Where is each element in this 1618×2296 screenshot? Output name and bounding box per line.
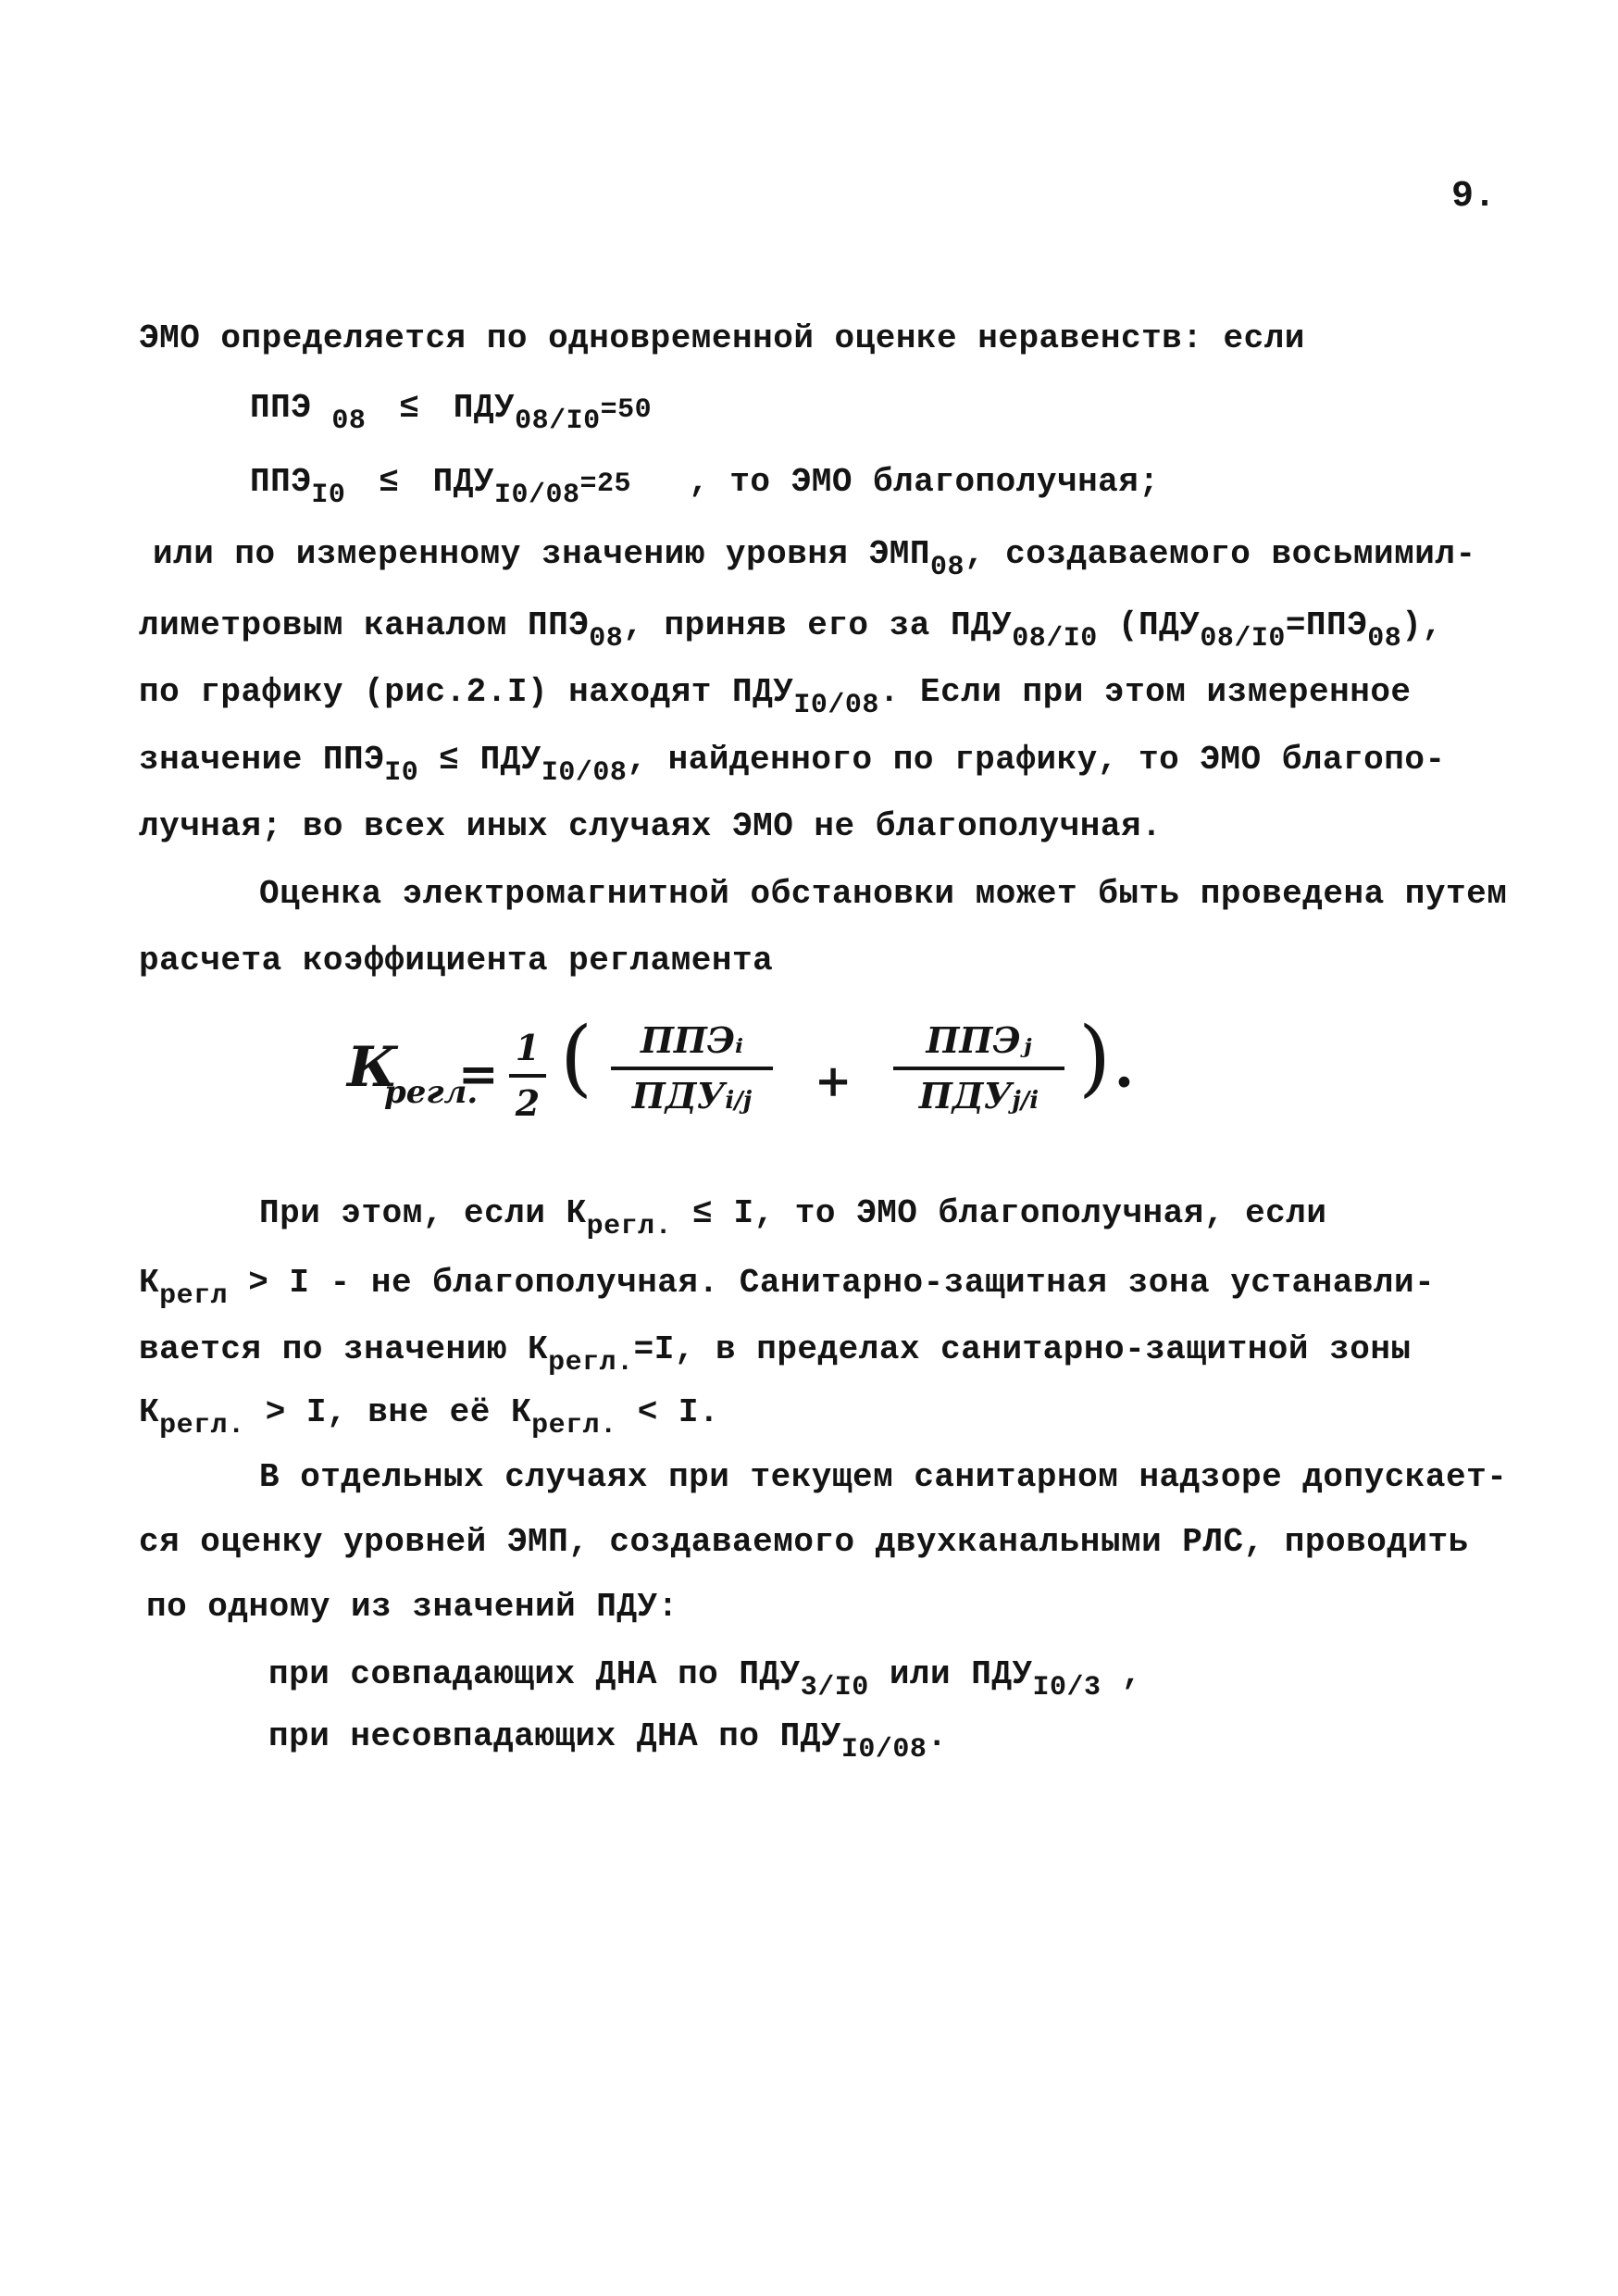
text-line-5-d: =ППЭ <box>1285 606 1368 644</box>
text-line-4 <box>153 535 1476 583</box>
ineq2-tail: , то ЭМО благополучная; <box>689 463 1160 501</box>
text-line-6-a: по графику (рис.2.I) находят ПДУ <box>139 673 794 711</box>
text-line-7-b-sub: I0/08 <box>541 757 628 789</box>
formula-close-paren: ). <box>1078 1009 1138 1106</box>
text-line-4-a: или по измеренному значению уровня ЭМП <box>153 535 930 573</box>
text-line-13-a-sub: регл. <box>548 1347 634 1379</box>
text-line-5-a: лиметровым каналом ППЭ <box>139 606 590 644</box>
formula-f1-den-text: ПДУ <box>631 1075 726 1117</box>
text-line-7-b: ≤ ПДУ <box>418 741 541 779</box>
formula-f1-bar <box>611 1067 773 1070</box>
text-line-18-a: при совпадающих ДНА по ПДУ <box>268 1655 801 1693</box>
text-line-18-c: , <box>1101 1655 1142 1693</box>
text-line-4-b: , создаваемого восьмимил- <box>964 535 1476 573</box>
ineq1-pdu-sub: 08/I0 <box>515 406 601 437</box>
formula-half <box>509 1026 546 1126</box>
ineq1-ppe-sub: 08 <box>331 406 367 437</box>
text-line-14-a: К <box>139 1393 160 1431</box>
ineq1-ppe: ППЭ <box>250 389 312 427</box>
formula-open-paren: ( <box>560 1009 593 1106</box>
inequality-1 <box>250 389 652 437</box>
text-line-7-a-sub: I0 <box>384 757 419 789</box>
text-line-12 <box>139 1264 1435 1312</box>
text-line-14-b: > I, вне её К <box>244 1393 532 1431</box>
text-line-19-b: . <box>927 1717 948 1755</box>
formula-fraction-1 <box>611 1018 773 1123</box>
formula-f1-den-sub: i/j <box>725 1087 753 1115</box>
formula-half-bar <box>509 1074 546 1078</box>
text-line-11-b: ≤ I, то ЭМО благополучная, если <box>672 1194 1327 1232</box>
ineq2-operator: ≤ <box>379 463 400 501</box>
text-line-18-a-sub: 3/I0 <box>800 1672 869 1703</box>
ineq2-ppe: ППЭ <box>250 463 312 501</box>
text-line-19 <box>268 1717 948 1766</box>
text-line-9: Оценка электромагнитной обстановки может быть проведена путем <box>259 875 1508 913</box>
text-line-6-b: . Если при этом измеренное <box>878 673 1412 711</box>
formula-f1-num: ППЭᵢ <box>640 1019 744 1061</box>
formula-half-den: 2 <box>515 1082 541 1124</box>
ineq2-ppe-sub: I0 <box>311 480 346 511</box>
text-line-13 <box>139 1330 1412 1379</box>
text-line-5-c-sub: 08/I0 <box>1200 623 1286 655</box>
text-line-5-c: (ПДУ <box>1097 606 1201 644</box>
text-line-14-b-sub: регл. <box>531 1410 617 1441</box>
text-line-10: расчета коэффициента регламента <box>139 942 774 980</box>
text-line-18-b: или ПДУ <box>868 1655 1033 1693</box>
formula-fraction-2 <box>893 1018 1064 1123</box>
text-line-18 <box>268 1655 1142 1703</box>
text-line-7 <box>139 741 1446 789</box>
text-line-11 <box>259 1194 1326 1242</box>
formula-half-num: 1 <box>515 1027 541 1068</box>
ineq1-pdu: ПДУ <box>453 389 516 427</box>
text-line-1: ЭМО определяется по одновременной оценке неравенств: если <box>139 319 1305 357</box>
page-number: 9. <box>1451 176 1497 218</box>
text-line-12-a-sub: регл <box>159 1280 229 1312</box>
text-line-13-b: =I, в пределах санитарно-защитной зоны <box>633 1330 1412 1368</box>
text-line-16: ся оценку уровней ЭМП, создаваемого двухканальными РЛС, проводить <box>139 1523 1469 1561</box>
formula-plus: + <box>815 1055 853 1107</box>
text-line-19-a-sub: I0/08 <box>840 1734 927 1766</box>
formula-f2-bar <box>893 1067 1064 1070</box>
text-line-8: лучная; во всех иных случаях ЭМО не благополучная. <box>139 807 1163 845</box>
text-line-17: по одному из значений ПДУ: <box>146 1588 678 1626</box>
text-line-14-a-sub: регл. <box>159 1410 245 1441</box>
text-line-7-c: , найденного по графику, то ЭМО благопо- <box>627 741 1446 779</box>
formula-equals: = <box>458 1046 499 1103</box>
formula-f2-num: ППЭⱼ <box>926 1019 1032 1061</box>
text-line-11-a-sub: регл. <box>586 1211 673 1242</box>
text-line-5 <box>139 606 1442 655</box>
text-line-4-sub: 08 <box>929 552 965 583</box>
formula-k-sub: регл. <box>384 1074 479 1111</box>
text-line-18-b-sub: I0/3 <box>1032 1672 1101 1703</box>
text-line-11-a: При этом, если К <box>259 1194 587 1232</box>
inequality-2 <box>250 463 1160 511</box>
text-line-15: В отдельных случаях при текущем санитарном надзоре допускает- <box>259 1458 1508 1496</box>
text-line-12-b: > I - не благополучная. Санитарно-защитная зона устанавли- <box>228 1264 1436 1302</box>
text-line-19-a: при несовпадающих ДНА по ПДУ <box>268 1717 841 1755</box>
ineq1-operator: ≤ <box>399 389 420 427</box>
ineq2-pdu: ПДУ <box>432 463 494 501</box>
text-line-14 <box>139 1393 719 1441</box>
text-line-6 <box>139 673 1412 721</box>
ineq2-value: =25 <box>579 468 631 500</box>
formula-k: К <box>347 1035 398 1100</box>
text-line-6-a-sub: I0/08 <box>793 690 879 721</box>
text-line-5-e: ), <box>1401 606 1443 644</box>
text-line-5-a-sub: 08 <box>589 623 624 655</box>
formula-f2-den-sub: j/i <box>1012 1087 1039 1115</box>
formula-f2-den <box>893 1074 1064 1123</box>
text-line-5-b-sub: 08/I0 <box>1012 623 1098 655</box>
text-line-5-d-sub: 08 <box>1367 623 1402 655</box>
text-line-7-a: значение ППЭ <box>139 741 385 779</box>
regulation-coefficient-formula <box>347 1009 1180 1176</box>
ineq1-value: =50 <box>600 394 653 426</box>
text-line-12-a: К <box>139 1264 160 1302</box>
formula-f2-den-text: ПДУ <box>918 1075 1013 1117</box>
ineq2-pdu-sub: I0/08 <box>493 480 580 511</box>
text-line-13-a: вается по значению К <box>139 1330 549 1368</box>
text-line-5-b: , приняв его за ПДУ <box>623 606 1013 644</box>
formula-f1-den <box>611 1074 773 1123</box>
text-line-14-c: < I. <box>616 1393 720 1431</box>
